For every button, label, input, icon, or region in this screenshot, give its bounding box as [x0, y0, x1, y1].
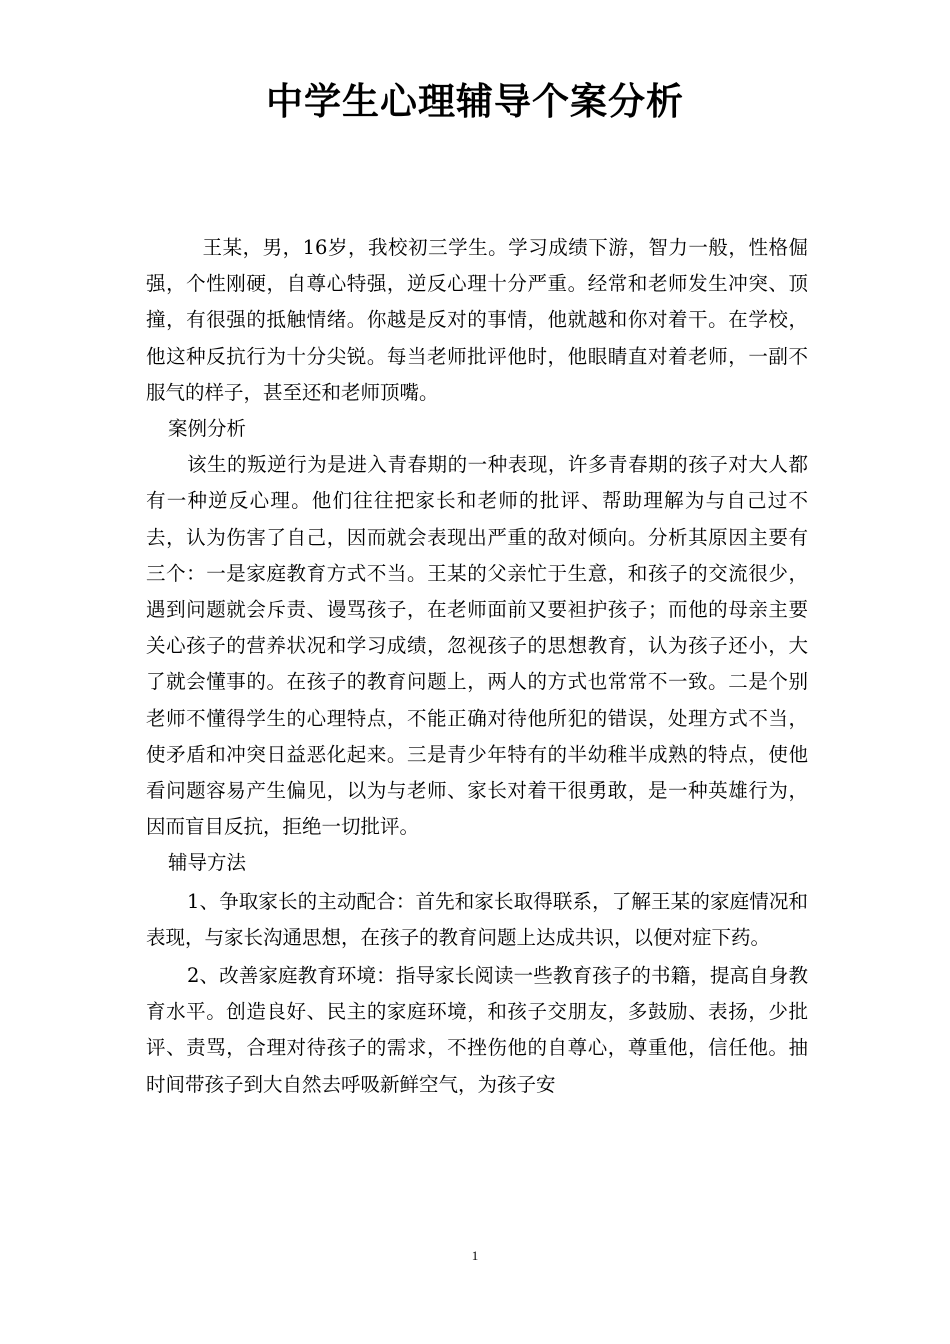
document-body	[146, 230, 808, 1103]
section-heading-counseling-methods: 辅导方法	[168, 851, 247, 875]
method-item-2: 2、改善家庭教育环境：指导家长阅读一些教育孩子的书籍，提高自身教育水平。创造良好、民主的家庭环境，和孩子交朋友，多鼓励、表扬，少批评、责骂，合理对待孩子的需求，不挫伤他的自尊心，尊重他，信任他。抽时间带孩子到大自然去呼吸新鲜空气，为孩子安	[146, 964, 808, 1096]
document-title: 中学生心理辅导个案分析	[266, 80, 684, 123]
intro-paragraph: 王某，男，16岁，我校初三学生。学习成绩下游，智力一般，性格倔强，个性刚硬，自尊心特强，逆反心理十分严重。经常和老师发生冲突、顶撞，有很强的抵触情绪。你越是反对的事情，他就越和你对着干。在学校，他这种反抗行为十分尖锐。每当老师批评他时，他眼睛直对着老师，一副不服气的样子，甚至还和老师顶嘴。	[146, 236, 808, 404]
section-heading-case-analysis: 案例分析	[168, 417, 247, 441]
method-item-1: 1、争取家长的主动配合：首先和家长取得联系，了解王某的家庭情况和表现，与家长沟通思想，在孩子的教育问题上达成共识，以便对症下药。	[146, 889, 808, 949]
page-number: 1	[471, 1248, 479, 1263]
analysis-paragraph: 该生的叛逆行为是进入青春期的一种表现，许多青春期的孩子对大人都有一种逆反心理。他们往往把家长和老师的批评、帮助理解为与自己过不去，认为伤害了自己，因而就会表现出严重的敌对倾向。分析其原因主要有三个：一是家庭教育方式不当。王某的父亲忙于生意，和孩子的交流很少，遇到问题就会斥责、谩骂孩子，在老师面前又要袒护孩子；而他的母亲主要关心孩子的营养状况和学习成绩，忽视孩子的思想教育，认为孩子还小，大了就会懂事的。在孩子的教育问题上，两人的方式也常常不一致。二是个别老师不懂得学生的心理特点，不能正确对待他所犯的错误，处理方式不当，使矛盾和冲突日益恶化起来。三是青少年特有的半幼稚半成熟的特点，使他看问题容易产生偏见，以为与老师、家长对着干很勇敢，是一种英雄行为，因而盲目反抗，拒绝一切批评。	[146, 453, 808, 839]
